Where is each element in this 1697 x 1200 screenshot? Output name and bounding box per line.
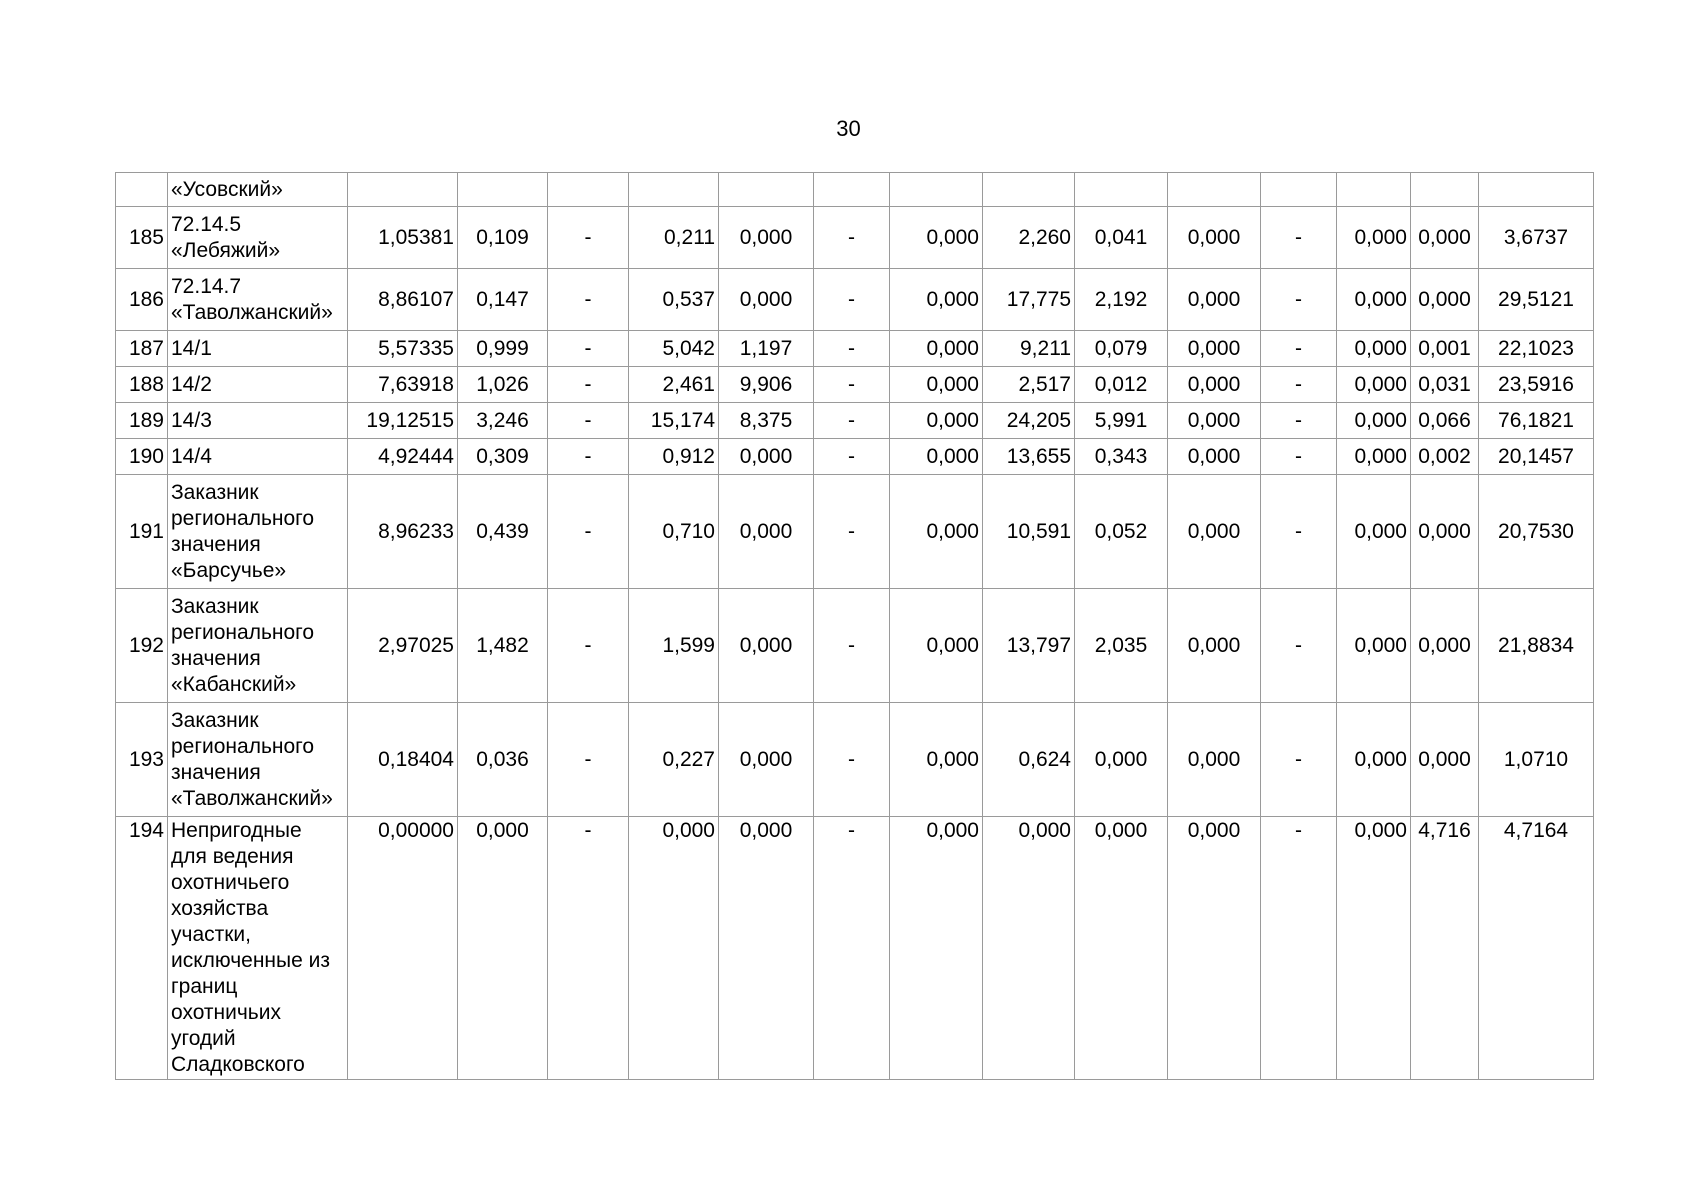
value-cell	[348, 173, 458, 207]
value-cell: 4,92444	[348, 439, 458, 475]
table-row	[116, 475, 1594, 589]
value-cell: 0,000	[890, 331, 983, 367]
value-cell: 0,000	[890, 367, 983, 403]
value-cell: 21,8834	[1479, 589, 1594, 703]
value-cell: -	[1261, 367, 1337, 403]
value-cell: 1,599	[629, 589, 719, 703]
value-cell	[814, 173, 890, 207]
value-cell: 0,000	[1075, 817, 1168, 1080]
value-cell: 0,000	[890, 207, 983, 269]
value-cell: 5,57335	[348, 331, 458, 367]
value-cell: -	[548, 331, 629, 367]
value-cell: 8,96233	[348, 475, 458, 589]
value-cell: 15,174	[629, 403, 719, 439]
row-number: 189	[116, 403, 168, 439]
table-row	[116, 439, 1594, 475]
value-cell	[890, 173, 983, 207]
value-cell: 0,710	[629, 475, 719, 589]
value-cell: -	[814, 817, 890, 1080]
row-number: 190	[116, 439, 168, 475]
value-cell: 0,309	[458, 439, 548, 475]
page-number: 30	[836, 116, 861, 141]
value-cell: 0,000	[1168, 439, 1261, 475]
value-cell: 0,000	[719, 817, 814, 1080]
value-cell: 0,002	[1411, 439, 1479, 475]
value-cell: -	[814, 589, 890, 703]
table-body	[116, 173, 1594, 1080]
value-cell: 0,000	[983, 817, 1075, 1080]
value-cell: 0,000	[1168, 269, 1261, 331]
row-number: 192	[116, 589, 168, 703]
value-cell	[1168, 173, 1261, 207]
value-cell: 4,716	[1411, 817, 1479, 1080]
value-cell: 0,031	[1411, 367, 1479, 403]
value-cell: 0,000	[1337, 475, 1411, 589]
value-cell: 0,000	[1075, 703, 1168, 817]
row-name: Заказник регионального значения «Барсучье»	[168, 475, 348, 589]
value-cell: 5,991	[1075, 403, 1168, 439]
value-cell: 20,1457	[1479, 439, 1594, 475]
value-cell: 3,246	[458, 403, 548, 439]
value-cell	[458, 173, 548, 207]
row-number: 187	[116, 331, 168, 367]
value-cell	[548, 173, 629, 207]
value-cell: 0,147	[458, 269, 548, 331]
value-cell: 8,86107	[348, 269, 458, 331]
row-name: 14/4	[168, 439, 348, 475]
value-cell: 0,000	[1337, 817, 1411, 1080]
value-cell: 0,000	[1411, 475, 1479, 589]
row-name: «Усовский»	[168, 173, 348, 207]
value-cell: -	[1261, 269, 1337, 331]
table-row	[116, 331, 1594, 367]
row-number: 193	[116, 703, 168, 817]
value-cell: 0,227	[629, 703, 719, 817]
row-name: 14/3	[168, 403, 348, 439]
value-cell	[1479, 173, 1594, 207]
row-number	[116, 173, 168, 207]
value-cell: 1,05381	[348, 207, 458, 269]
value-cell: -	[814, 403, 890, 439]
value-cell: 2,97025	[348, 589, 458, 703]
value-cell: 0,066	[1411, 403, 1479, 439]
table-row	[116, 703, 1594, 817]
value-cell: 0,079	[1075, 331, 1168, 367]
value-cell: 0,000	[890, 439, 983, 475]
value-cell: 2,461	[629, 367, 719, 403]
value-cell: 0,912	[629, 439, 719, 475]
value-cell: 0,000	[1337, 331, 1411, 367]
value-cell: 13,655	[983, 439, 1075, 475]
value-cell	[1411, 173, 1479, 207]
value-cell: -	[814, 367, 890, 403]
value-cell: -	[548, 403, 629, 439]
row-name: Непригодные для ведения охотничьего хозяйства участки, исключенные из границ охотничьих угодий Сладковского	[168, 817, 348, 1080]
value-cell: 0,000	[890, 703, 983, 817]
row-name: 72.14.5 «Лебяжий»	[168, 207, 348, 269]
row-number: 185	[116, 207, 168, 269]
value-cell	[629, 173, 719, 207]
value-cell: 2,035	[1075, 589, 1168, 703]
value-cell	[983, 173, 1075, 207]
data-table	[115, 172, 1594, 1080]
value-cell: 0,000	[1168, 403, 1261, 439]
row-number: 194	[116, 817, 168, 1080]
value-cell: 0,109	[458, 207, 548, 269]
value-cell: 9,211	[983, 331, 1075, 367]
value-cell: -	[1261, 331, 1337, 367]
value-cell: 0,000	[1337, 403, 1411, 439]
row-number: 188	[116, 367, 168, 403]
value-cell: 0,000	[1337, 207, 1411, 269]
value-cell: 0,052	[1075, 475, 1168, 589]
value-cell: -	[1261, 403, 1337, 439]
value-cell: 9,906	[719, 367, 814, 403]
value-cell: 7,63918	[348, 367, 458, 403]
value-cell: 0,000	[629, 817, 719, 1080]
value-cell: 20,7530	[1479, 475, 1594, 589]
value-cell: 0,000	[1168, 367, 1261, 403]
value-cell: 0,000	[1337, 589, 1411, 703]
row-name: Заказник регионального значения «Таволжанский»	[168, 703, 348, 817]
value-cell: -	[548, 703, 629, 817]
table-row	[116, 817, 1594, 1080]
value-cell: 0,343	[1075, 439, 1168, 475]
value-cell: -	[814, 475, 890, 589]
value-cell: -	[548, 367, 629, 403]
value-cell: 1,197	[719, 331, 814, 367]
value-cell	[1261, 173, 1337, 207]
value-cell: -	[1261, 589, 1337, 703]
value-cell: 0,000	[1168, 589, 1261, 703]
value-cell: -	[548, 207, 629, 269]
value-cell: 0,000	[719, 589, 814, 703]
value-cell: -	[548, 475, 629, 589]
value-cell: 0,999	[458, 331, 548, 367]
value-cell: 2,192	[1075, 269, 1168, 331]
value-cell: 0,036	[458, 703, 548, 817]
value-cell: 3,6737	[1479, 207, 1594, 269]
value-cell: 24,205	[983, 403, 1075, 439]
table-row	[116, 403, 1594, 439]
value-cell: 0,000	[1168, 475, 1261, 589]
value-cell: 8,375	[719, 403, 814, 439]
value-cell	[1337, 173, 1411, 207]
row-name: 14/2	[168, 367, 348, 403]
value-cell: 22,1023	[1479, 331, 1594, 367]
value-cell: 1,026	[458, 367, 548, 403]
value-cell: 0,000	[1168, 207, 1261, 269]
value-cell: 0,012	[1075, 367, 1168, 403]
value-cell: 0,000	[719, 207, 814, 269]
value-cell: 0,000	[719, 703, 814, 817]
value-cell: -	[1261, 817, 1337, 1080]
value-cell: 1,482	[458, 589, 548, 703]
value-cell: -	[548, 589, 629, 703]
value-cell: -	[1261, 439, 1337, 475]
value-cell: 0,000	[1411, 269, 1479, 331]
value-cell: -	[1261, 475, 1337, 589]
value-cell: 0,000	[890, 589, 983, 703]
value-cell: 17,775	[983, 269, 1075, 331]
value-cell: 0,18404	[348, 703, 458, 817]
value-cell: 0,000	[1168, 703, 1261, 817]
value-cell	[719, 173, 814, 207]
value-cell: 0,000	[1337, 439, 1411, 475]
value-cell: 29,5121	[1479, 269, 1594, 331]
value-cell: 0,000	[719, 475, 814, 589]
table-row	[116, 589, 1594, 703]
value-cell: -	[548, 439, 629, 475]
value-cell: -	[814, 439, 890, 475]
row-name: Заказник регионального значения «Кабанский»	[168, 589, 348, 703]
value-cell: 0,000	[1411, 589, 1479, 703]
value-cell: 2,260	[983, 207, 1075, 269]
value-cell: 10,591	[983, 475, 1075, 589]
value-cell: 13,797	[983, 589, 1075, 703]
value-cell: 0,000	[890, 475, 983, 589]
table-row	[116, 269, 1594, 331]
value-cell: -	[814, 207, 890, 269]
value-cell: 23,5916	[1479, 367, 1594, 403]
value-cell: 0,439	[458, 475, 548, 589]
value-cell: 0,000	[890, 269, 983, 331]
value-cell: -	[814, 269, 890, 331]
row-number: 186	[116, 269, 168, 331]
value-cell: 0,000	[1411, 207, 1479, 269]
value-cell: 0,000	[1168, 331, 1261, 367]
value-cell: 0,000	[1337, 703, 1411, 817]
value-cell: 0,000	[458, 817, 548, 1080]
value-cell: 0,624	[983, 703, 1075, 817]
value-cell: 0,000	[890, 403, 983, 439]
row-name: 72.14.7 «Таволжанский»	[168, 269, 348, 331]
row-name: 14/1	[168, 331, 348, 367]
value-cell: -	[548, 269, 629, 331]
value-cell: -	[814, 703, 890, 817]
value-cell: 0,000	[719, 269, 814, 331]
value-cell: 0,041	[1075, 207, 1168, 269]
value-cell: -	[548, 817, 629, 1080]
value-cell: 19,12515	[348, 403, 458, 439]
value-cell: 76,1821	[1479, 403, 1594, 439]
value-cell: 0,000	[719, 439, 814, 475]
value-cell: -	[1261, 207, 1337, 269]
value-cell: 2,517	[983, 367, 1075, 403]
value-cell: 0,00000	[348, 817, 458, 1080]
value-cell: 5,042	[629, 331, 719, 367]
value-cell	[1075, 173, 1168, 207]
value-cell: 0,000	[890, 817, 983, 1080]
value-cell: 0,211	[629, 207, 719, 269]
value-cell: 0,000	[1168, 817, 1261, 1080]
row-number: 191	[116, 475, 168, 589]
table-row	[116, 367, 1594, 403]
value-cell: 0,000	[1337, 367, 1411, 403]
value-cell: -	[814, 331, 890, 367]
value-cell: -	[1261, 703, 1337, 817]
value-cell: 4,7164	[1479, 817, 1594, 1080]
value-cell: 1,0710	[1479, 703, 1594, 817]
value-cell: 0,537	[629, 269, 719, 331]
table-row	[116, 207, 1594, 269]
table-row	[116, 173, 1594, 207]
value-cell: 0,000	[1337, 269, 1411, 331]
value-cell: 0,000	[1411, 703, 1479, 817]
value-cell: 0,001	[1411, 331, 1479, 367]
